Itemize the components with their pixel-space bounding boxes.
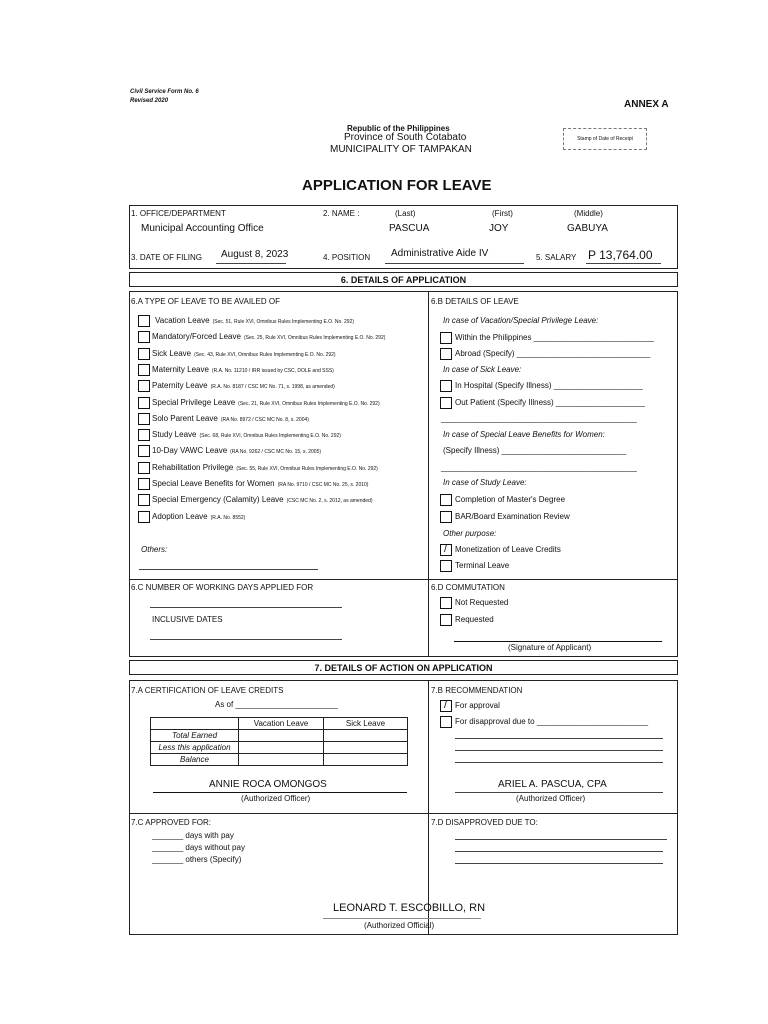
for-approval-check-mark: / (444, 699, 448, 711)
leave-type-legal-reference: (RA No. 9262 / CSC MC No. 15, s. 2005) (230, 449, 322, 455)
application-details-box (129, 291, 678, 657)
not-requested-checkbox[interactable] (440, 597, 452, 609)
leave-type-legal-reference: (Sec. 55, Rule XVI, Omnibus Rules Implementing E.O. No. 292) (236, 466, 378, 472)
leave-type-item (152, 495, 372, 504)
filing-date-label: 3. DATE OF FILING (131, 253, 202, 262)
monetization-check-mark: / (444, 543, 448, 555)
leave-type-checkbox[interactable] (138, 380, 150, 392)
others-underline[interactable] (139, 569, 318, 570)
table-cell (151, 718, 239, 730)
approved-for-heading: 7.C APPROVED FOR: (131, 818, 212, 827)
leave-type-legal-reference: (Sec. 43, Rule XVI, Omnibus Rules Implementing E.O. No. 292) (194, 352, 336, 358)
annex-label: ANNEX A (624, 99, 669, 110)
leave-type-legal-reference: (Sec. 25, Rule XVI, Omnibus Rules Implementing E.O. No. 292) (243, 335, 386, 341)
terminal-leave-checkbox[interactable] (440, 560, 452, 572)
leave-type-checkbox[interactable] (138, 364, 150, 376)
leave-type-legal-reference: (R.A. No. 8187 / CSC MC No. 71, s. 1998, as amended) (210, 384, 335, 390)
leave-details-heading: 6.B DETAILS OF LEAVE (431, 297, 519, 306)
balance-vacation[interactable] (239, 754, 324, 766)
authorized-official-signature-line[interactable] (323, 918, 481, 919)
row-total-earned: Total Earned (151, 730, 239, 742)
disapproved-reason-line[interactable] (455, 863, 663, 864)
disapproval-reason-line[interactable] (455, 750, 663, 751)
province-heading: Province of South Cotabato (344, 132, 467, 143)
leave-type-legal-reference: (RA No. 8972 / CSC MC No. 8, s. 2004) (220, 417, 309, 423)
form-number: Civil Service Form No. 6 (130, 89, 199, 95)
leave-type-checkbox[interactable] (138, 478, 150, 490)
leave-type-item (152, 512, 245, 521)
terminal-leave-label: Terminal Leave (455, 561, 510, 570)
requested-checkbox[interactable] (440, 614, 452, 626)
salary-underline (586, 263, 661, 264)
table-row (151, 718, 408, 730)
filing-date-underline (216, 263, 286, 264)
less-application-sick[interactable] (324, 742, 408, 754)
leave-type-label: Adoption Leave (152, 512, 208, 521)
leave-type-label: Special Leave Benefits for Women (152, 479, 275, 488)
working-days-heading: 6.C NUMBER OF WORKING DAYS APPLIED FOR (131, 583, 314, 592)
monetization-label: Monetization of Leave Credits (455, 545, 561, 554)
out-patient-label: Out Patient (Specify Illness) ____________________ (455, 398, 645, 407)
masters-degree-checkbox[interactable] (440, 494, 452, 506)
last-name-label: (Last) (395, 209, 416, 218)
leave-type-checkbox[interactable] (138, 511, 150, 523)
col-vacation-leave: Vacation Leave (239, 718, 324, 730)
receipt-stamp-box (563, 128, 647, 150)
leave-type-label: Maternity Leave (152, 365, 209, 374)
leave-type-heading: 6.A TYPE OF LEAVE TO BE AVAILED OF (131, 297, 280, 306)
women-illness-label[interactable]: (Specify Illness) ____________________________ (443, 446, 627, 455)
section-7-row-divider (129, 813, 678, 814)
requested-label: Requested (455, 615, 494, 624)
leave-type-checkbox[interactable] (138, 445, 150, 457)
recommendation-heading: 7.B RECOMMENDATION (431, 686, 523, 695)
leave-type-checkbox[interactable] (138, 315, 150, 327)
disapproved-reason-line[interactable] (455, 851, 663, 852)
leave-type-legal-reference: (Sec. 51, Rule XVI, Omnibus Rules Implementing E.O. No. 292) (212, 319, 355, 325)
in-hospital-label: In Hospital (Specify Illness) ____________________ (455, 381, 643, 390)
monetization-checkbox[interactable] (440, 544, 452, 556)
section-6-row-divider (129, 579, 678, 580)
leave-type-legal-reference: (Sec. 21, Rule XVI, Omnibus Rules Implementing E.O. No. 292) (238, 401, 380, 407)
days-with-pay-field[interactable]: _______ days with pay (152, 831, 234, 840)
inclusive-dates-field[interactable] (150, 639, 342, 640)
others-label: Others: (141, 545, 168, 554)
leave-credits-heading: 7.A CERTIFICATION OF LEAVE CREDITS (131, 686, 284, 695)
table-row (151, 730, 408, 742)
balance-sick[interactable] (324, 754, 408, 766)
for-disapproval-label: For disapproval due to _________________________ (455, 717, 649, 726)
position-value[interactable]: Administrative Aide IV (391, 248, 489, 259)
first-name-value[interactable]: JOY (489, 223, 509, 234)
within-philippines-checkbox[interactable] (440, 332, 452, 344)
total-earned-sick[interactable] (324, 730, 408, 742)
women-extra-line[interactable]: ____________________________________________ (441, 463, 637, 472)
leave-type-item (152, 414, 309, 423)
last-name-value[interactable]: PASCUA (389, 223, 430, 234)
leave-type-label: Special Emergency (Calamity) Leave (152, 495, 284, 504)
section-7-divider (428, 680, 429, 935)
certifying-officer-name: ANNIE ROCA OMONGOS (209, 779, 327, 790)
row-less-this-application: Less this application (151, 742, 239, 754)
leave-type-checkbox[interactable] (138, 331, 150, 343)
inclusive-dates-label: INCLUSIVE DATES (152, 615, 223, 624)
municipality-heading: MUNICIPALITY OF TAMPAKAN (330, 144, 472, 155)
leave-type-checkbox[interactable] (138, 397, 150, 409)
for-approval-label: For approval (455, 701, 500, 710)
abroad-checkbox[interactable] (440, 348, 452, 360)
leave-type-checkbox[interactable] (138, 429, 150, 441)
middle-name-label: (Middle) (574, 209, 603, 218)
leave-type-checkbox[interactable] (138, 348, 150, 360)
section-6-title: 6. DETAILS OF APPLICATION (340, 274, 467, 285)
form-revision: Revised 2020 (130, 98, 169, 104)
leave-type-item (152, 463, 378, 472)
authorized-official-name: LEONARD T. ESCOBILLO, RN (333, 902, 486, 914)
position-label: 4. POSITION (323, 253, 371, 262)
recommending-officer-role: (Authorized Officer) (516, 794, 586, 803)
leave-type-item (152, 332, 385, 341)
leave-type-legal-reference: (R.A. No. 11210 / IRR issued by CSC, DOLE and SSS) (211, 368, 334, 374)
within-philippines-label: Within the Philippines ___________________________ (455, 333, 654, 342)
leave-type-item (152, 365, 334, 374)
out-patient-checkbox[interactable] (440, 397, 452, 409)
receipt-stamp-label: Stamp of Date of Receipt (577, 136, 633, 142)
for-approval-checkbox[interactable] (440, 700, 452, 712)
days-without-pay-field[interactable]: _______ days without pay (152, 843, 245, 852)
certifying-officer-signature-line[interactable] (153, 792, 407, 793)
leave-type-legal-reference: (RA No. 9710 / CSC MC No. 25, s. 2010) (277, 482, 369, 488)
study-details-heading: In case of Study Leave: (443, 478, 527, 487)
leave-type-item (152, 446, 321, 455)
bar-review-label: BAR/Board Examination Review (455, 512, 570, 521)
page-title: APPLICATION FOR LEAVE (302, 177, 492, 194)
filing-date-value[interactable]: August 8, 2023 (221, 249, 289, 260)
leave-type-checkbox[interactable] (138, 494, 150, 506)
not-requested-label: Not Requested (455, 598, 509, 607)
leave-type-label: Study Leave (152, 430, 197, 439)
leave-type-item (152, 398, 380, 407)
authorized-official-role: (Authorized Official) (364, 921, 435, 930)
section-7-title: 7. DETAILS OF ACTION ON APPLICATION (314, 662, 493, 673)
leave-type-item (152, 381, 335, 390)
masters-degree-label: Completion of Master's Degree (455, 495, 566, 504)
section-6-heading (129, 272, 678, 287)
disapproval-reason-line[interactable] (455, 762, 663, 763)
applicant-signature-line[interactable] (454, 641, 662, 642)
table-row (151, 742, 408, 754)
leave-type-legal-reference: (CSC MC No. 2, s. 2012, as amended) (286, 498, 373, 504)
leave-type-label: Rehabilitation Privilege (152, 463, 234, 472)
table-row (151, 754, 408, 766)
first-name-label: (First) (492, 209, 513, 218)
salary-label: 5. SALARY (536, 253, 577, 262)
section-7-heading (129, 660, 678, 675)
leave-type-label: Mandatory/Forced Leave (152, 332, 241, 341)
certifying-officer-role: (Authorized Officer) (241, 794, 311, 803)
office-label: 1. OFFICE/DEPARTMENT (131, 209, 226, 218)
vacation-details-heading: In case of Vacation/Special Privilege Leave: (443, 316, 599, 325)
salary-value[interactable]: P 13,764.00 (588, 248, 653, 262)
leave-type-legal-reference: (R.A. No. 8552) (210, 515, 246, 521)
leave-type-item (155, 316, 354, 325)
leave-type-checkbox[interactable] (138, 462, 150, 474)
disapproved-heading: 7.D DISAPPROVED DUE TO: (431, 818, 538, 827)
leave-type-label: Paternity Leave (152, 381, 208, 390)
others-specify-field[interactable]: _______ others (Specify) (152, 855, 242, 864)
applicant-signature-label: (Signature of Applicant) (508, 643, 592, 652)
disapproval-reason-line[interactable] (455, 738, 663, 739)
sick-details-heading: In case of Sick Leave: (443, 365, 522, 374)
total-earned-vacation[interactable] (239, 730, 324, 742)
bar-review-checkbox[interactable] (440, 511, 452, 523)
row-balance: Balance (151, 754, 239, 766)
middle-name-value[interactable]: GABUYA (567, 223, 608, 234)
other-purpose-heading: Other purpose: (443, 529, 497, 538)
recommending-officer-name: ARIEL A. PASCUA, CPA (498, 779, 607, 790)
abroad-label: Abroad (Specify) ______________________________ (455, 349, 651, 358)
for-disapproval-checkbox[interactable] (440, 716, 452, 728)
leave-type-label: Vacation Leave (155, 316, 210, 325)
women-details-heading: In case of Special Leave Benefits for Women: (443, 430, 605, 439)
section-6-divider (428, 291, 429, 657)
commutation-heading: 6.D COMMUTATION (431, 583, 505, 592)
working-days-field[interactable] (150, 607, 342, 608)
less-application-vacation[interactable] (239, 742, 324, 754)
as-of-field[interactable]: As of _______________________ (215, 700, 338, 709)
leave-type-label: Special Privilege Leave (152, 398, 236, 407)
recommending-officer-signature-line[interactable] (455, 792, 663, 793)
leave-type-label: Solo Parent Leave (152, 414, 218, 423)
col-sick-leave: Sick Leave (324, 718, 408, 730)
leave-type-label: 10-Day VAWC Leave (152, 446, 228, 455)
leave-type-label: Sick Leave (152, 349, 192, 358)
disapproved-reason-line[interactable] (455, 839, 667, 840)
leave-type-item (152, 479, 368, 488)
sick-extra-line[interactable]: ____________________________________________ (441, 414, 637, 423)
leave-type-checkbox[interactable] (138, 413, 150, 425)
leave-credits-table (150, 717, 408, 766)
position-underline (385, 263, 524, 264)
name-label: 2. NAME : (323, 209, 360, 218)
leave-type-item (152, 349, 336, 358)
in-hospital-checkbox[interactable] (440, 380, 452, 392)
office-value[interactable]: Municipal Accounting Office (141, 223, 264, 234)
republic-heading: Republic of the Philippines (347, 124, 450, 133)
leave-type-item (152, 430, 341, 439)
leave-type-legal-reference: (Sec. 68, Rule XVI, Omnibus Rules Implementing E.O. No. 292) (199, 433, 341, 439)
